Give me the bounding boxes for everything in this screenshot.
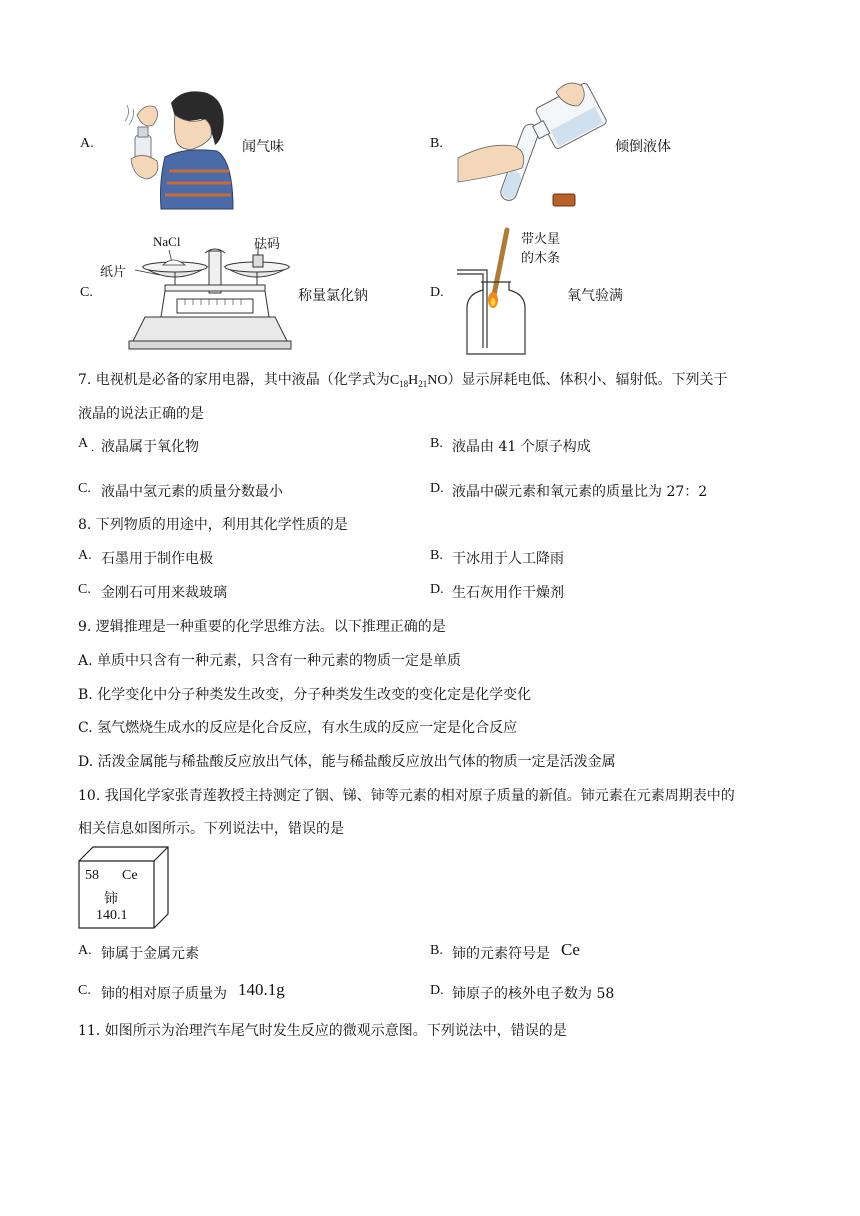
q7-formula-18: 18: [399, 379, 409, 389]
q7-formula-c: C: [389, 373, 400, 388]
q9-option-d: D. 活泼金属能与稀盐酸反应放出气体，能与稀盐酸反应放出气体的物质一定是活泼金属: [78, 754, 616, 770]
q10-option-d: 铈原子的核外电子数为 58: [452, 986, 615, 1002]
q10-option-c-value: 140.1g: [238, 980, 285, 999]
q8-option-d: 生石灰用作干燥剂: [452, 585, 564, 601]
q8-option-d-letter: D.: [430, 582, 444, 597]
q7-stem-part-a: 7. 电视机是必备的家用电器，其中液晶（化学式为: [78, 372, 390, 388]
element-number: 58: [85, 868, 99, 883]
q7-option-a-dot: ·: [91, 446, 95, 457]
q9-option-a: A. 单质中只含有一种元素，只含有一种元素的物质一定是单质: [78, 653, 462, 669]
figure-b-caption: 倾倒液体: [615, 139, 671, 155]
balance-illustration: [125, 245, 295, 355]
q10-option-a: 铈属于金属元素: [101, 946, 199, 962]
q7-option-b-letter: B.: [430, 436, 443, 451]
q8-option-c-letter: C.: [78, 582, 91, 597]
q8-option-a-letter: A.: [78, 548, 92, 563]
figure-d-label-line1: 带火星: [521, 232, 561, 247]
element-name: 铈: [104, 891, 118, 907]
q9-option-b: B. 化学变化中分子种类发生改变，分子种类发生改变的变化定是化学变化: [78, 687, 532, 703]
q9-stem: 9. 逻辑推理是一种重要的化学思维方法。以下推理正确的是: [78, 619, 446, 635]
q7-option-d-letter: D.: [430, 481, 444, 496]
q7-stem-line1: [78, 369, 728, 389]
q7-formula-no: NO: [427, 373, 448, 388]
figure-c-weight-label: 砝码: [254, 237, 281, 252]
figure-a-letter: A.: [80, 136, 94, 151]
figure-c-nacl-label: NaCl: [153, 234, 181, 249]
q7-option-a-letter: A: [78, 436, 89, 451]
q8-option-b: 干冰用于人工降雨: [452, 551, 564, 567]
figure-d-caption: 氧气验满: [567, 288, 623, 304]
q8-stem: 8. 下列物质的用途中，利用其化学性质的是: [78, 517, 348, 533]
figure-d-label-line2: 的木条: [521, 251, 561, 266]
q7-formula-h: H: [408, 373, 419, 388]
q10-option-b: 铈的元素符号是: [452, 946, 550, 962]
element-mass: 140.1: [96, 908, 128, 923]
smelling-illustration: [125, 85, 237, 210]
q7-option-c-letter: C.: [78, 481, 91, 496]
figure-d-letter: D.: [430, 285, 444, 300]
figure-c-letter: C.: [80, 285, 93, 300]
element-symbol: Ce: [122, 868, 138, 883]
q10-option-b-letter: B.: [430, 943, 443, 958]
q7-formula-21: 21: [418, 379, 428, 389]
q9-option-c: C. 氢气燃烧生成水的反应是化合反应，有水生成的反应一定是化合反应: [78, 720, 518, 736]
figure-b-letter: B.: [430, 136, 443, 151]
q10-option-b-symbol: Ce: [561, 940, 580, 959]
q7-stem-part-b: ）显示屏耗电低、体积小、辐射低。下列关于: [447, 372, 728, 388]
q10-option-a-letter: A.: [78, 943, 92, 958]
figure-c-caption: 称量氯化钠: [298, 288, 368, 304]
q7-option-b: 液晶由 41 个原子构成: [452, 439, 591, 455]
figure-c-paper-label: 纸片: [100, 265, 127, 280]
q7-option-c: 液晶中氢元素的质量分数最小: [101, 484, 283, 500]
q11-stem: 11. 如图所示为治理汽车尾气时发生反应的微观示意图。下列说法中，错误的是: [78, 1023, 567, 1039]
q8-option-c: 金刚石可用来裁玻璃: [101, 585, 227, 601]
pouring-liquid-illustration: [458, 72, 608, 212]
q10-stem-line1: 10. 我国化学家张青莲教授主持测定了铟、锑、铈等元素的相对原子质量的新值。铈元素在元素周期表中的: [78, 788, 735, 804]
q10-option-d-letter: D.: [430, 983, 444, 998]
q8-option-b-letter: B.: [430, 548, 443, 563]
q10-option-c-letter: C.: [78, 983, 91, 998]
q7-option-a: 液晶属于氧化物: [101, 439, 199, 455]
q10-stem-line2: 相关信息如图所示。下列说法中，错误的是: [78, 821, 344, 837]
figure-a-caption: 闻气味: [242, 139, 284, 155]
q10-option-c: 铈的相对原子质量为: [101, 986, 227, 1002]
q7-option-d: 液晶中碳元素和氧元素的质量比为 27：2: [452, 484, 708, 500]
q8-option-a: 石墨用于制作电极: [101, 551, 213, 567]
q7-stem-line2: 液晶的说法正确的是: [78, 406, 204, 422]
oxygen-bottle-illustration: [455, 228, 535, 356]
